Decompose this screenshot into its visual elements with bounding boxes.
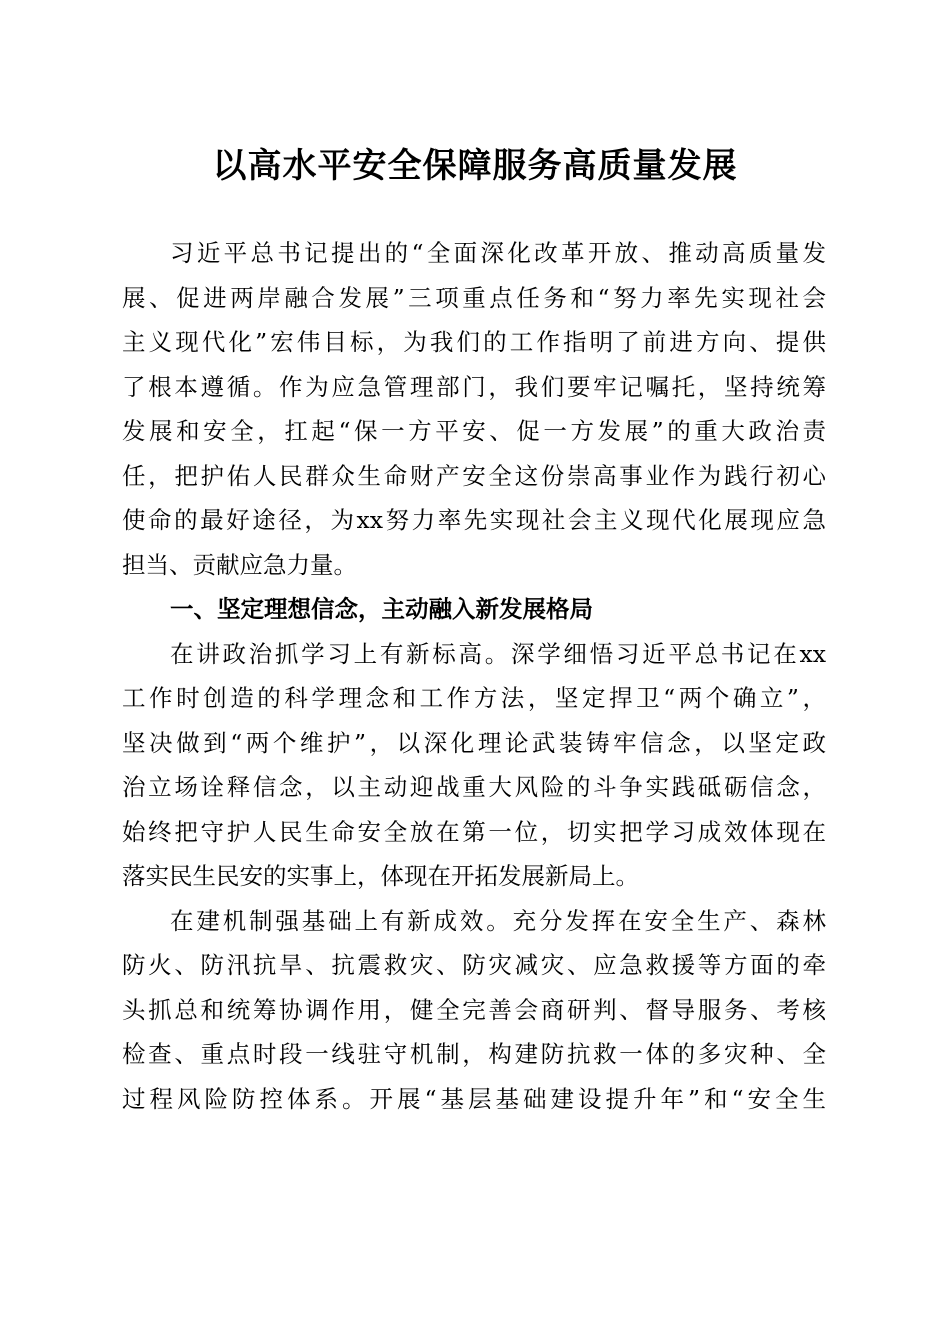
text-line: 过程风险防控体系。开展“基层基础建设提升年”和“安全生 [122, 1084, 826, 1113]
text-line: 防火、防汛抗旱、抗震救灾、防灾减灾、应急救援等方面的牵 [122, 951, 826, 979]
text-line: 工作时创造的科学理念和工作方法，坚定捍卫“两个确立”， [122, 684, 826, 712]
paragraph [122, 899, 826, 1122]
text-line: 头抓总和统筹协调作用，健全完善会商研判、督导服务、考核 [122, 995, 826, 1024]
text-line: 任，把护佑人民群众生命财产安全这份崇高事业作为践行初心 [122, 461, 826, 490]
text-line: 在讲政治抓学习上有新标高。深学细悟习近平总书记在xx [170, 639, 826, 668]
text-line: 习近平总书记提出的“全面深化改革开放、推动高质量发 [170, 239, 826, 267]
text-line: 坚决做到“两个维护”，以深化理论武装铸牢信念，以坚定政 [122, 728, 826, 757]
text-line: 治立场诠释信念，以主动迎战重大风险的斗争实践砥砺信念， [122, 773, 826, 801]
section-heading: 一、坚定理想信念，主动融入新发展格局 [170, 595, 593, 623]
text-line: 担当、贡献应急力量。 [122, 550, 357, 579]
document-title: 以高水平安全保障服务高质量发展 [212, 146, 738, 186]
text-line: 始终把守护人民生命安全放在第一位，切实把学习成效体现在 [122, 817, 826, 846]
paragraph [122, 632, 826, 899]
text-line: 使命的最好途径，为xx努力率先实现社会主义现代化展现应急 [122, 506, 826, 534]
text-line: 发展和安全，扛起“保一方平安、促一方发展”的重大政治责 [122, 417, 826, 445]
text-line: 主义现代化”宏伟目标，为我们的工作指明了前进方向、提供 [122, 328, 826, 356]
text-line: 了根本遵循。作为应急管理部门，我们要牢记嘱托，坚持统筹 [122, 372, 826, 401]
text-line: 在建机制强基础上有新成效。充分发挥在安全生产、森林 [170, 906, 826, 935]
text-line: 检查、重点时段一线驻守机制，构建防抗救一体的多灾种、全 [122, 1040, 826, 1068]
text-line: 落实民生民安的实事上，体现在开拓发展新局上。 [122, 862, 639, 890]
text-line: 展、促进两岸融合发展”三项重点任务和“努力率先实现社会 [122, 283, 826, 312]
intro-paragraph [122, 231, 826, 587]
document-body [122, 231, 826, 1121]
